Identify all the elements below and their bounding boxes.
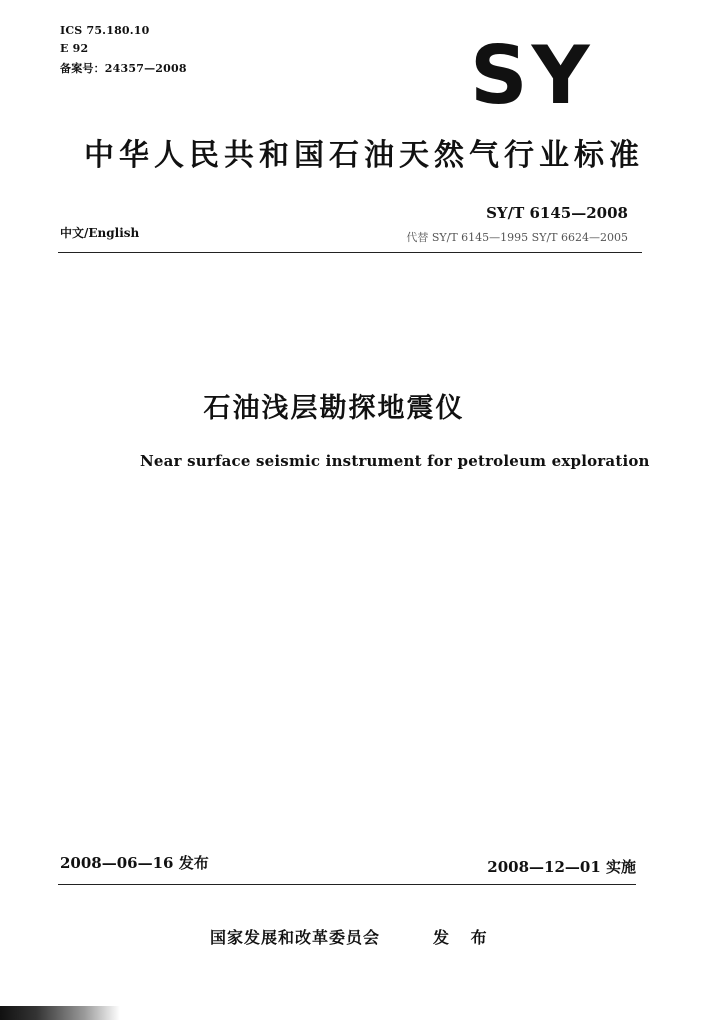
issue-label: 发 布 (433, 928, 495, 947)
replaces-note: 代替 SY/T 6145—1995 SY/T 6624—2005 (406, 231, 628, 244)
sy-logo: SY (470, 29, 594, 122)
standard-category-title: 中华人民共和国石油天然气行业标准 (84, 138, 644, 173)
document-title-chinese: 石油浅层勘探地震仪 (203, 393, 465, 424)
classification-code: E 92 (60, 42, 89, 55)
implement-date: 2008—12—01 实施 (487, 858, 636, 876)
publish-date: 2008—06—16 发布 (60, 854, 209, 872)
ics-number: ICS 75.180.10 (60, 24, 150, 37)
top-divider (58, 252, 642, 253)
scan-artifact (0, 1006, 120, 1020)
registration-number: 备案号：24357—2008 (60, 62, 187, 75)
bottom-divider (58, 884, 636, 885)
language-label: 中文/English (60, 226, 140, 240)
issuing-authority: 国家发展和改革委员会 (210, 928, 381, 947)
document-title-english: Near surface seismic instrument for petroleum exploration (140, 452, 650, 470)
standard-code: SY/T 6145—2008 (486, 204, 628, 222)
